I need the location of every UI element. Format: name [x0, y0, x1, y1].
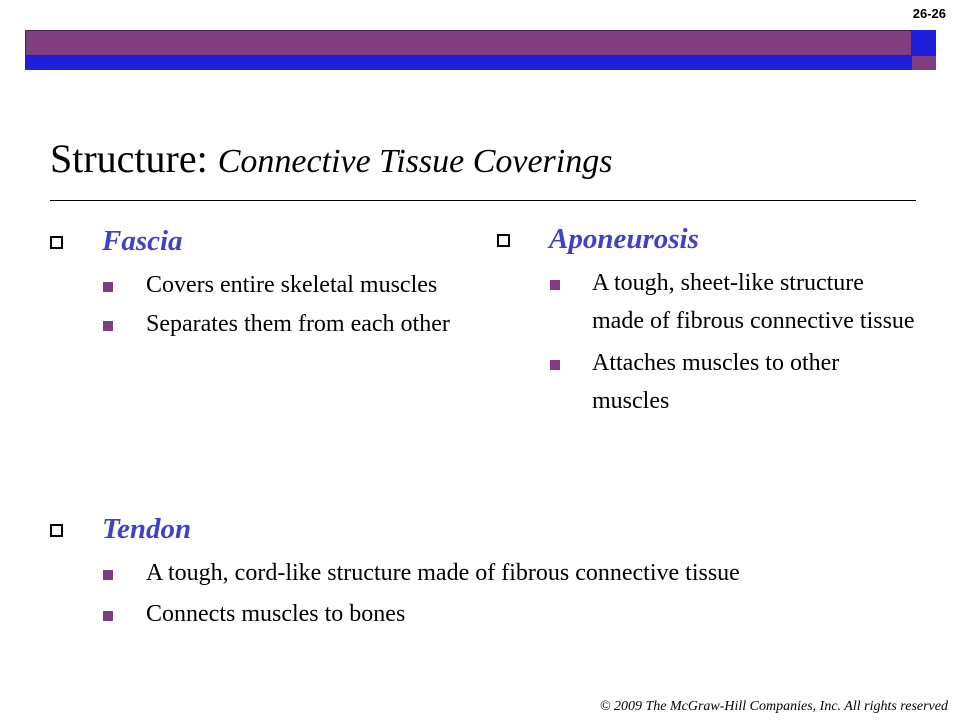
title-divider	[50, 200, 916, 201]
section-heading	[50, 224, 450, 258]
slide-title-sub: Connective Tissue Coverings	[217, 143, 613, 180]
header-square-blue	[912, 30, 936, 56]
header-square-purple	[912, 56, 936, 70]
bullet-list	[50, 560, 930, 628]
bullet-text: Covers entire skeletal muscles	[146, 272, 438, 298]
bullet-list	[50, 272, 450, 338]
section-heading	[497, 222, 917, 256]
square-bullet-icon	[103, 282, 113, 292]
bullet-text: Connects muscles to bones	[146, 601, 406, 627]
square-bullet-icon	[550, 360, 560, 370]
bullet-text: Attaches muscles to other muscles	[592, 350, 840, 414]
section-fascia	[50, 224, 450, 338]
bullet-text: Separates them from each other	[146, 311, 450, 337]
section-heading	[50, 512, 930, 546]
square-bullet-icon	[550, 280, 560, 290]
section-tendon	[50, 512, 930, 628]
bullet-text: A tough, sheet-like structure made of fibrous connective tissue	[592, 270, 915, 334]
bullet-list	[497, 264, 917, 420]
copyright-footer: © 2009 The McGraw-Hill Companies, Inc. All rights reserved	[599, 699, 948, 714]
checkbox-bullet-icon	[497, 234, 510, 247]
section-aponeurosis	[497, 222, 917, 420]
list-item	[50, 311, 450, 338]
checkbox-bullet-icon	[50, 236, 63, 249]
section-heading-text: Aponeurosis	[549, 223, 699, 255]
list-item	[50, 601, 930, 628]
list-item	[50, 560, 930, 587]
list-item	[497, 344, 917, 420]
header-bar-purple	[25, 30, 912, 56]
square-bullet-icon	[103, 570, 113, 580]
slide-number: 26-26	[912, 6, 946, 21]
slide-title	[50, 135, 612, 186]
slide-title-main: Structure:	[50, 136, 208, 181]
square-bullet-icon	[103, 321, 113, 331]
list-item	[497, 264, 917, 340]
checkbox-bullet-icon	[50, 524, 63, 537]
header-bar-blue	[25, 56, 912, 70]
list-item	[50, 272, 450, 299]
bullet-text: A tough, cord-like structure made of fibrous connective tissue	[146, 560, 740, 586]
square-bullet-icon	[103, 611, 113, 621]
section-heading-text: Tendon	[102, 513, 192, 545]
section-heading-text: Fascia	[102, 225, 183, 257]
